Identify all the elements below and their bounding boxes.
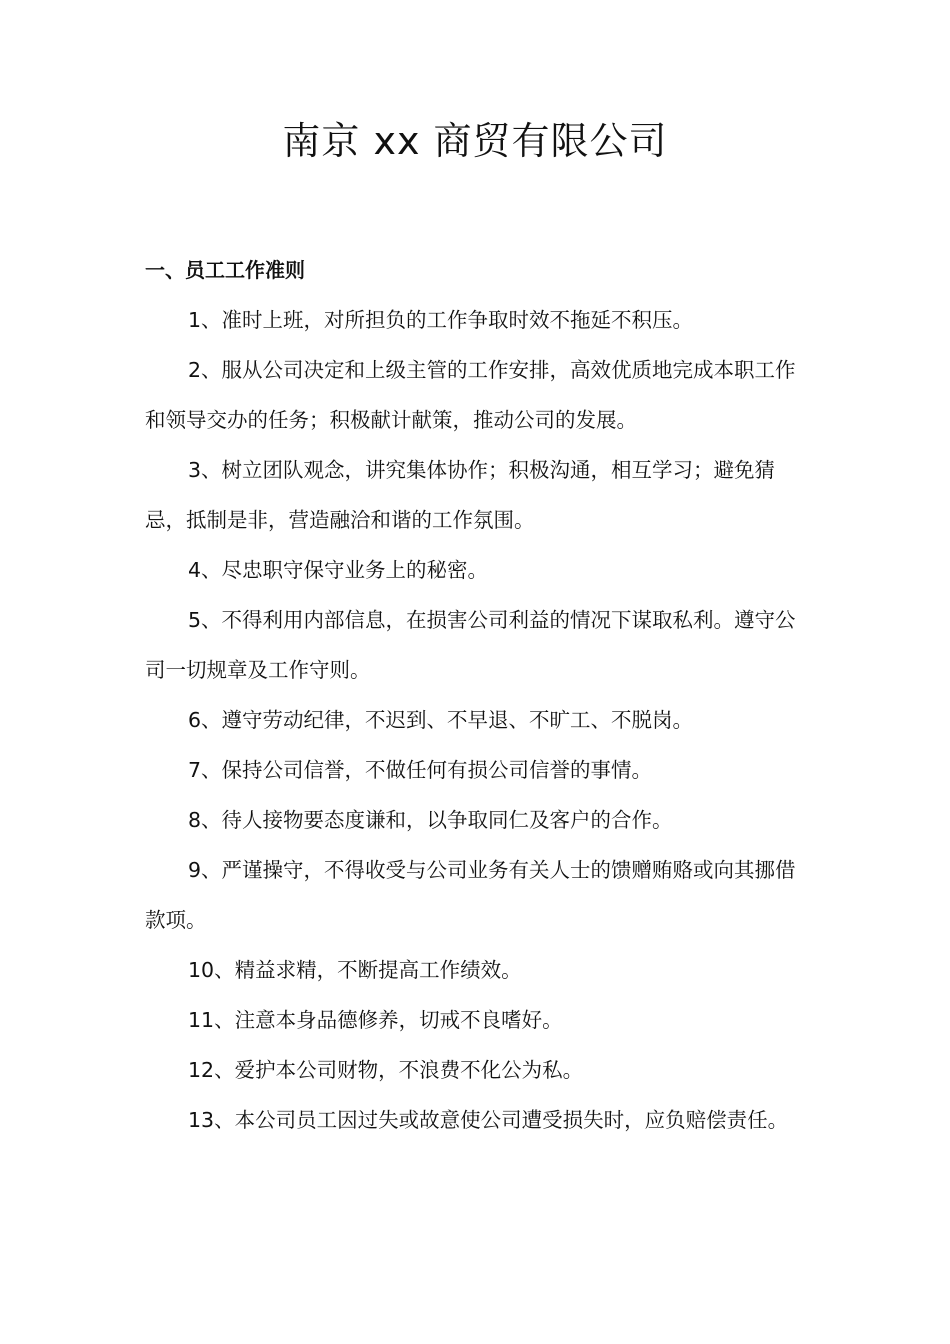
rule-item: 10、精益求精，不断提高工作绩效。 xyxy=(188,958,522,982)
document-title: 南京 xx 商贸有限公司 xyxy=(282,119,668,163)
rule-item: 6、遵守劳动纪律，不迟到、不早退、不旷工、不脱岗。 xyxy=(188,708,694,732)
rule-item: 11、注意本身品德修养，切戒不良嗜好。 xyxy=(188,1008,563,1032)
rules-list xyxy=(145,295,810,1145)
rule-item: 4、尽忠职守保守业务上的秘密。 xyxy=(188,558,489,582)
rule-item: 9、严谨操守，不得收受与公司业务有关人士的馈赠贿赂或向其挪借款项。 xyxy=(145,858,796,932)
rule-item: 2、服从公司决定和上级主管的工作安排，高效优质地完成本职工作和领导交办的任务；积极献计献策，推动公司的发展。 xyxy=(145,358,796,432)
rule-item: 5、不得利用内部信息，在损害公司利益的情况下谋取私利。遵守公司一切规章及工作守则。 xyxy=(145,608,796,682)
rule-item: 13、本公司员工因过失或故意使公司遭受损失时，应负赔偿责任。 xyxy=(188,1108,789,1132)
rule-item: 12、爱护本公司财物，不浪费不化公为私。 xyxy=(188,1058,584,1082)
section-heading: 一、员工工作准则 xyxy=(145,258,305,282)
rule-item: 1、准时上班，对所担负的工作争取时效不拖延不积压。 xyxy=(188,308,694,332)
rule-item: 3、树立团队观念，讲究集体协作；积极沟通，相互学习；避免猜忌，抵制是非，营造融洽和谐的工作氛围。 xyxy=(145,458,776,532)
rule-item: 8、待人接物要态度谦和，以争取同仁及客户的合作。 xyxy=(188,808,673,832)
rule-item: 7、保持公司信誉，不做任何有损公司信誉的事情。 xyxy=(188,758,653,782)
